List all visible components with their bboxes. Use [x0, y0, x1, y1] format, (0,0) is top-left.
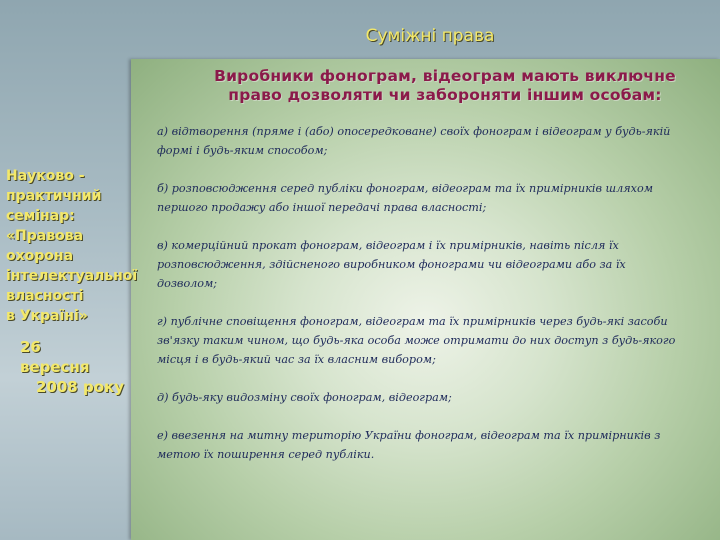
caption-line: інтелектуальної: [6, 268, 138, 284]
seminar-date: [20, 337, 150, 397]
page-title: Суміжні права: [365, 26, 495, 46]
date-day: 26: [20, 338, 41, 356]
list-item: а) відтворення (пряме і (або) опосередковане) своїх фонограм і відеограм у будь-якій формі і будь-яким способом;: [157, 125, 671, 157]
date-month: вересня: [20, 358, 90, 376]
caption-line: в Україні»: [6, 308, 88, 324]
date-year: 2008 року: [36, 378, 124, 396]
caption-line: практичний: [6, 188, 102, 204]
rights-list: [157, 122, 687, 483]
list-item: в) комерційний прокат фонограм, відеограм і їх примірників, навіть після їх розповсюдження, здійсненого виробником фонограми чи відеограми або за їх дозволом;: [157, 239, 626, 290]
list-item: г) публічне сповіщення фонограм, відеограм та їх примірників через будь-які засоби зв'язку таким чином, що будь-яка особа може отримати до них доступ з будь-якого місця і в будь-який час за їх власним вибором;: [157, 315, 676, 366]
list-item: б) розповсюдження серед публіки фонограм, відеограм та їх примірників шляхом першого продажу або іншої передачі права власності;: [157, 182, 653, 214]
caption-line: охорона: [6, 248, 74, 264]
caption-line: семінар:: [6, 208, 75, 224]
caption-line: «Правова: [6, 228, 84, 244]
list-item: д) будь-яку видозміну своїх фонограм, відеограм;: [157, 391, 452, 404]
list-item: е) ввезення на митну територію України фонограм, відеограм та їх примірників з метою їх поширення серед публіки.: [157, 429, 661, 461]
panel-heading: Виробники фонограм, відеограм мають виключне право дозволяти чи забороняти іншим особам:: [214, 67, 676, 104]
caption-line: Науково -: [6, 168, 85, 184]
seminar-caption: [6, 166, 176, 326]
caption-line: власності: [6, 288, 84, 304]
